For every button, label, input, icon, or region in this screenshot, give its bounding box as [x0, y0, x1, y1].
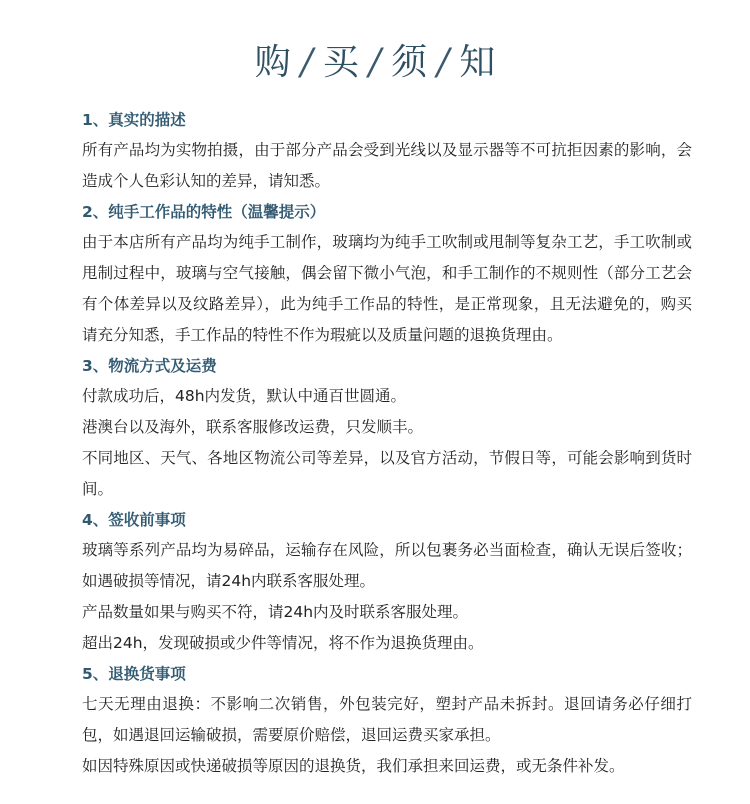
- section-paragraph: 付款成功后，48h内发货，默认中通百世圆通。: [82, 387, 407, 405]
- section-paragraph: 玻璃等系列产品均为易碎品，运输存在风险，所以包裹务必当面检查，确认无误后签收；如遇破损等情况，请24h内联系客服处理。: [82, 541, 692, 590]
- notice-content: [82, 105, 692, 782]
- section-heading: 5、退换货事项: [82, 665, 186, 683]
- title-separator: /: [300, 42, 313, 83]
- section-paragraph: 由于本店所有产品均为纯手工制作，玻璃均为纯手工吹制或甩制等复杂工艺，手工吹制或甩制过程中，玻璃与空气接触，偶会留下微小气泡，和手工制作的不规则性（部分工艺会有个体差异以及纹路差异），此为纯手工作品的特性，是正常现象，且无法避免的，购买请充分知悉，手工作品的特性不作为瑕疵以及质量问题的退换货理由。: [82, 233, 692, 344]
- section-paragraph: 港澳台以及海外，联系客服修改运费，只发顺丰。: [82, 418, 424, 436]
- section-paragraph: 产品数量如果与购买不符，请24h内及时联系客服处理。: [82, 603, 469, 621]
- section-heading: 2、纯手工作品的特性（温馨提示）: [82, 203, 326, 221]
- section-authentic-description: [82, 105, 692, 197]
- page-title: [0, 38, 750, 88]
- section-shipping: [82, 351, 692, 505]
- section-paragraph: 不同地区、天气、各地区物流公司等差异，以及官方活动，节假日等，可能会影响到货时间。: [82, 449, 692, 498]
- section-paragraph: 七天无理由退换：不影响二次销售，外包装完好，塑封产品未拆封。退回请务必仔细打包，如遇退回运输破损，需要原价赔偿，退回运费买家承担。: [82, 695, 692, 744]
- section-before-signing: [82, 505, 692, 659]
- section-paragraph: 如因特殊原因或快递破损等原因的退换货，我们承担来回运费，或无条件补发。: [82, 757, 625, 775]
- section-handmade-characteristics: [82, 197, 692, 351]
- title-char: 须: [391, 42, 428, 83]
- section-heading: 1、真实的描述: [82, 111, 186, 129]
- title-char: 知: [459, 42, 496, 83]
- section-paragraph: 超出24h，发现破损或少件等情况，将不作为退换货理由。: [82, 634, 484, 652]
- title-char: 买: [322, 42, 359, 83]
- title-separator: /: [368, 42, 382, 83]
- section-returns: [82, 659, 692, 782]
- title-separator: /: [437, 42, 450, 83]
- title-char: 购: [254, 42, 291, 83]
- section-heading: 4、签收前事项: [82, 511, 186, 529]
- section-paragraph: 所有产品均为实物拍摄，由于部分产品会受到光线以及显示器等不可抗拒因素的影响，会造成个人色彩认知的差异，请知悉。: [82, 141, 692, 190]
- section-heading: 3、物流方式及运费: [82, 357, 217, 375]
